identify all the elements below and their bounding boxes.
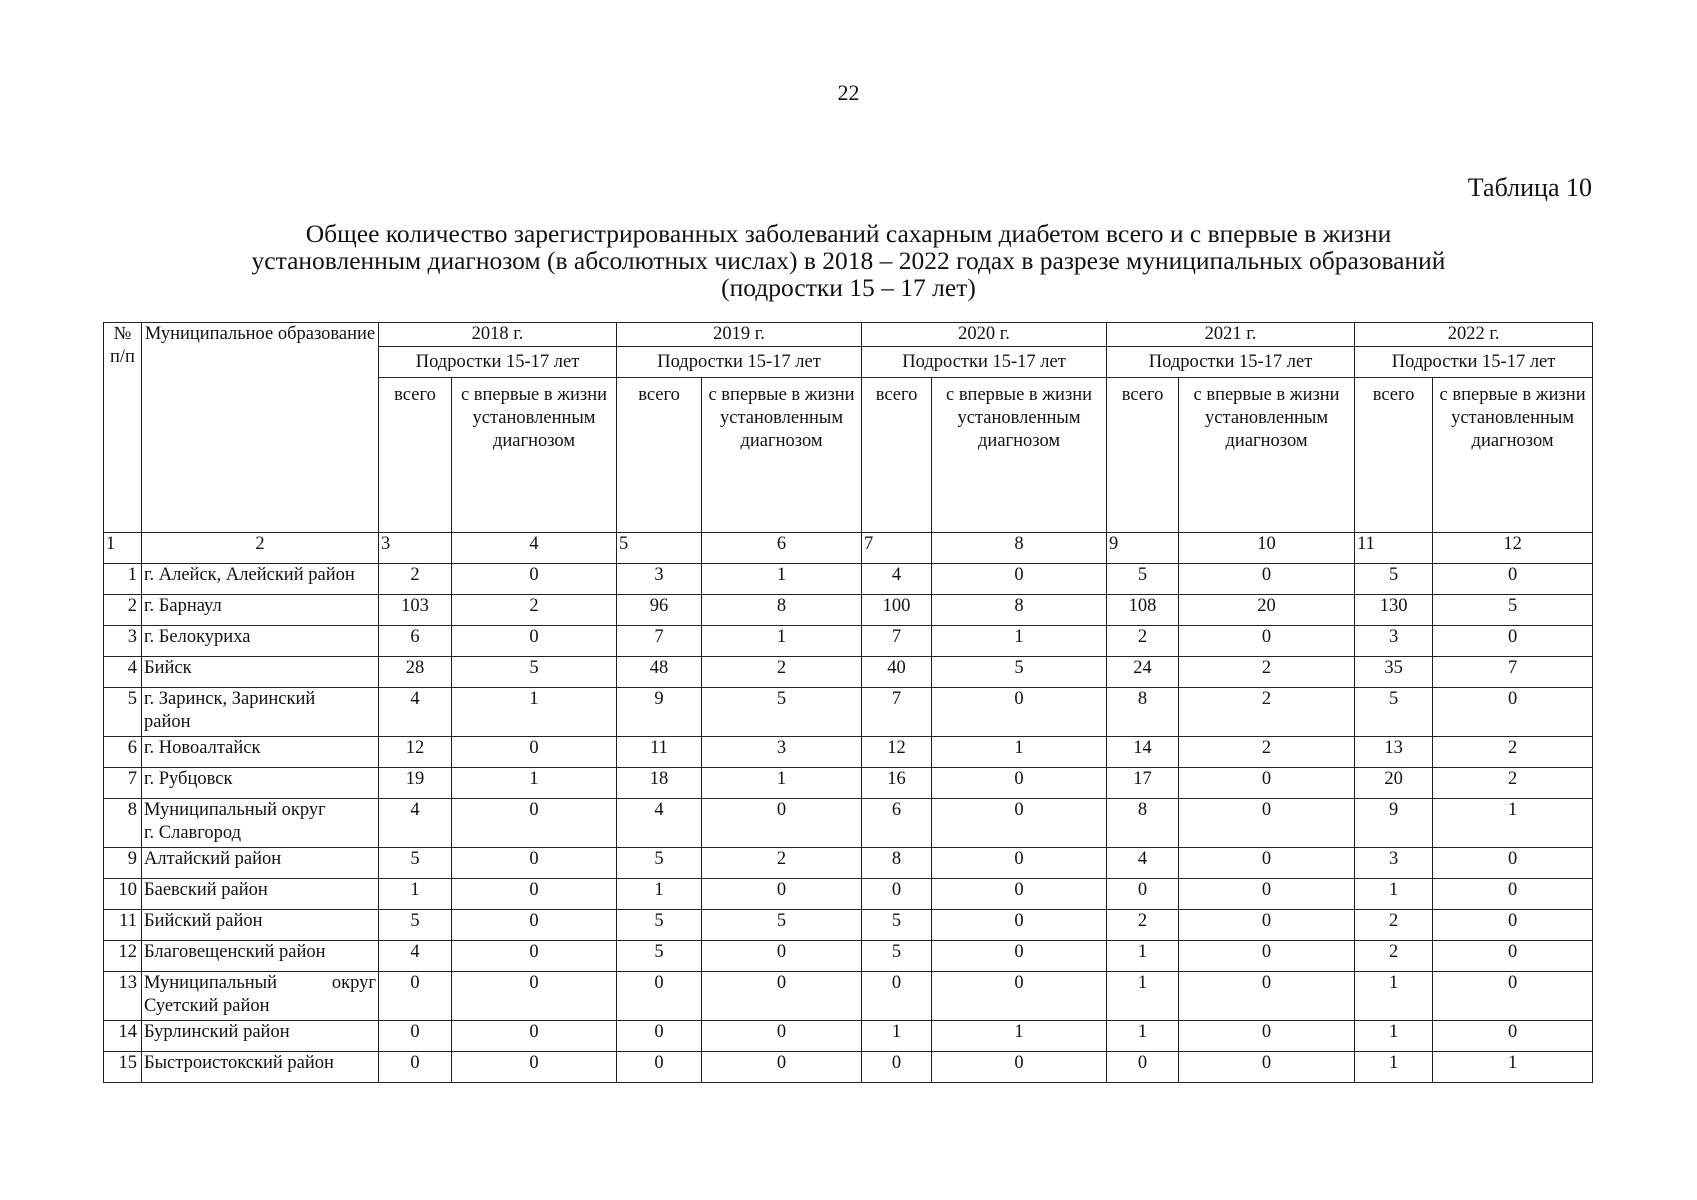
table-row [104, 972, 1593, 1021]
table-row [104, 595, 1593, 626]
value-first: 0 [1179, 941, 1355, 972]
value-total: 8 [1107, 688, 1179, 737]
value-total: 0 [617, 1052, 702, 1083]
value-first: 1 [702, 626, 862, 657]
municipality-name-line: г. Белокуриха [144, 627, 251, 647]
title-line: (подростки 15 – 17 лет) [721, 273, 976, 302]
value-total: 103 [379, 595, 452, 626]
value-first: 0 [1179, 799, 1355, 848]
value-total: 1 [1107, 1021, 1179, 1052]
value-first: 2 [702, 848, 862, 879]
municipality-name [142, 910, 379, 941]
value-total: 5 [1107, 564, 1179, 595]
value-total: 108 [1107, 595, 1179, 626]
value-total: 28 [379, 657, 452, 688]
value-total: 16 [862, 768, 932, 799]
header-first: с впервые в жизни установленным диагнозом [1179, 378, 1355, 533]
municipality-name-line: г. Славгород [144, 823, 242, 843]
row-number: 6 [104, 737, 142, 768]
column-number: 9 [1107, 533, 1179, 564]
header-group: Подростки 15-17 лет [1355, 347, 1593, 378]
value-total: 9 [617, 688, 702, 737]
municipality-name-line: Быстроистокский район [144, 1053, 334, 1073]
row-number: 9 [104, 848, 142, 879]
municipality-name [142, 768, 379, 799]
row-number: 11 [104, 910, 142, 941]
value-first: 8 [932, 595, 1107, 626]
municipality-name [142, 799, 379, 848]
value-total: 1 [862, 1021, 932, 1052]
value-first: 0 [1433, 848, 1593, 879]
value-first: 0 [1433, 688, 1593, 737]
table-row [104, 1021, 1593, 1052]
municipality-name [142, 657, 379, 688]
column-number: 12 [1433, 533, 1593, 564]
value-first: 20 [1179, 595, 1355, 626]
municipality-name-line: г. Рубцовск [144, 769, 233, 789]
value-first: 2 [1433, 737, 1593, 768]
municipality-name-line: Бийск [144, 658, 192, 678]
title-line: установленным диагнозом (в абсолютных числах) в 2018 – 2022 годах в разрезе муниципальных образований [251, 246, 1446, 275]
header-year: 2018 г. [379, 323, 617, 347]
value-total: 5 [862, 941, 932, 972]
row-number: 1 [104, 564, 142, 595]
municipality-name-line: Суетский район [144, 996, 270, 1016]
value-first: 1 [932, 1021, 1107, 1052]
value-total: 1 [1107, 941, 1179, 972]
column-number: 5 [617, 533, 702, 564]
table-row [104, 688, 1593, 737]
value-first: 1 [1433, 1052, 1593, 1083]
value-first: 0 [932, 1052, 1107, 1083]
header-year: 2022 г. [1355, 323, 1593, 347]
value-total: 7 [617, 626, 702, 657]
municipality-name-line: г. Алейск, Алейский район [144, 565, 355, 585]
value-total: 2 [1107, 626, 1179, 657]
table-row [104, 768, 1593, 799]
value-total: 5 [617, 941, 702, 972]
value-total: 14 [1107, 737, 1179, 768]
column-number: 4 [452, 533, 617, 564]
value-first: 0 [932, 972, 1107, 1021]
header-group: Подростки 15-17 лет [862, 347, 1107, 378]
value-total: 2 [1107, 910, 1179, 941]
municipality-name-line: Благовещенский район [144, 942, 326, 962]
table-title [100, 220, 1597, 301]
municipality-name [142, 737, 379, 768]
value-first: 0 [932, 768, 1107, 799]
value-first: 0 [1179, 564, 1355, 595]
value-total: 0 [379, 1021, 452, 1052]
value-total: 5 [862, 910, 932, 941]
row-number: 4 [104, 657, 142, 688]
column-number: 11 [1355, 533, 1433, 564]
value-first: 3 [702, 737, 862, 768]
value-first: 0 [1179, 1052, 1355, 1083]
value-total: 9 [1355, 799, 1433, 848]
municipality-name-line: г. Новоалтайск [144, 738, 261, 758]
header-first: с впервые в жизни установленным диагнозом [452, 378, 617, 533]
page-number: 22 [837, 80, 860, 105]
row-number: 14 [104, 1021, 142, 1052]
value-first: 0 [1179, 848, 1355, 879]
value-total: 6 [379, 626, 452, 657]
table-row [104, 799, 1593, 848]
column-number: 7 [862, 533, 932, 564]
value-first: 0 [932, 941, 1107, 972]
row-number: 5 [104, 688, 142, 737]
value-total: 1 [1355, 879, 1433, 910]
row-number: 10 [104, 879, 142, 910]
value-total: 1 [1355, 1021, 1433, 1052]
value-total: 19 [379, 768, 452, 799]
value-first: 2 [1179, 737, 1355, 768]
header-first: с впервые в жизни установленным диагнозом [1433, 378, 1593, 533]
value-first: 5 [932, 657, 1107, 688]
row-number: 3 [104, 626, 142, 657]
value-first: 0 [1179, 972, 1355, 1021]
table-row [104, 1052, 1593, 1083]
value-total: 13 [1355, 737, 1433, 768]
header-total: всего [1355, 378, 1433, 533]
row-number: 13 [104, 972, 142, 1021]
value-total: 4 [379, 941, 452, 972]
municipality-name [142, 564, 379, 595]
header-group: Подростки 15-17 лет [379, 347, 617, 378]
value-first: 0 [1433, 626, 1593, 657]
value-first: 2 [1179, 688, 1355, 737]
value-first: 0 [702, 1052, 862, 1083]
municipality-name-line: Бурлинский район [144, 1022, 290, 1042]
table-row [104, 657, 1593, 688]
value-first: 0 [1179, 626, 1355, 657]
value-total: 7 [862, 626, 932, 657]
value-total: 2 [1355, 910, 1433, 941]
table-row [104, 910, 1593, 941]
header-first: с впервые в жизни установленным диагнозом [932, 378, 1107, 533]
value-first: 2 [1433, 768, 1593, 799]
title-line: Общее количество зарегистрированных заболеваний сахарным диабетом всего и с впервые в жизни [305, 219, 1392, 248]
value-total: 0 [1107, 1052, 1179, 1083]
value-first: 0 [1433, 564, 1593, 595]
value-first: 2 [702, 657, 862, 688]
value-total: 4 [379, 799, 452, 848]
value-total: 5 [617, 910, 702, 941]
column-number: 6 [702, 533, 862, 564]
value-first: 0 [1179, 910, 1355, 941]
value-total: 1 [379, 879, 452, 910]
value-total: 5 [379, 848, 452, 879]
value-first: 0 [932, 910, 1107, 941]
value-total: 6 [862, 799, 932, 848]
value-first: 1 [452, 688, 617, 737]
table-row [104, 737, 1593, 768]
municipality-name [142, 626, 379, 657]
municipality-name [142, 595, 379, 626]
value-first: 0 [932, 688, 1107, 737]
value-total: 17 [1107, 768, 1179, 799]
value-total: 130 [1355, 595, 1433, 626]
value-first: 0 [702, 1021, 862, 1052]
value-total: 0 [862, 879, 932, 910]
municipality-name [142, 848, 379, 879]
value-total: 0 [862, 1052, 932, 1083]
value-first: 0 [932, 879, 1107, 910]
value-first: 5 [452, 657, 617, 688]
municipality-name-part: округ [331, 973, 376, 993]
value-total: 1 [617, 879, 702, 910]
value-first: 0 [452, 941, 617, 972]
row-number: 12 [104, 941, 142, 972]
column-number: 8 [932, 533, 1107, 564]
value-first: 0 [452, 910, 617, 941]
value-total: 2 [379, 564, 452, 595]
value-total: 5 [1355, 564, 1433, 595]
statistics-table [103, 322, 1593, 1083]
value-first: 0 [452, 848, 617, 879]
column-number-row [104, 533, 1593, 564]
table-row [104, 626, 1593, 657]
value-first: 0 [1179, 1021, 1355, 1052]
row-number: 8 [104, 799, 142, 848]
municipality-name-line: г. Барнаул [144, 596, 222, 616]
value-total: 8 [862, 848, 932, 879]
header-total: всего [862, 378, 932, 533]
value-first: 0 [1433, 879, 1593, 910]
value-first: 5 [702, 910, 862, 941]
value-first: 1 [932, 626, 1107, 657]
value-first: 0 [452, 626, 617, 657]
value-total: 48 [617, 657, 702, 688]
municipality-name-line: Алтайский район [144, 849, 282, 869]
value-total: 1 [1355, 972, 1433, 1021]
value-first: 1 [702, 768, 862, 799]
header-num: № п/п [104, 323, 142, 533]
value-total: 5 [379, 910, 452, 941]
value-total: 0 [617, 1021, 702, 1052]
value-total: 35 [1355, 657, 1433, 688]
value-total: 1 [1107, 972, 1179, 1021]
value-first: 8 [702, 595, 862, 626]
column-number: 10 [1179, 533, 1355, 564]
value-first: 5 [1433, 595, 1593, 626]
value-total: 40 [862, 657, 932, 688]
municipality-name-line: Бийский район [144, 911, 263, 931]
header-total: всего [379, 378, 452, 533]
table-row [104, 848, 1593, 879]
value-total: 3 [1355, 848, 1433, 879]
value-total: 4 [862, 564, 932, 595]
column-number: 3 [379, 533, 452, 564]
value-total: 0 [379, 1052, 452, 1083]
header-group: Подростки 15-17 лет [617, 347, 862, 378]
header-group: Подростки 15-17 лет [1107, 347, 1355, 378]
value-first: 0 [1433, 910, 1593, 941]
value-first: 0 [932, 848, 1107, 879]
header-municipality: Муниципальное образование [142, 323, 379, 533]
table-label: Таблица 10 [1467, 173, 1592, 202]
municipality-name [142, 879, 379, 910]
value-total: 0 [379, 972, 452, 1021]
value-first: 0 [452, 879, 617, 910]
value-total: 100 [862, 595, 932, 626]
value-first: 1 [702, 564, 862, 595]
value-first: 0 [932, 799, 1107, 848]
value-first: 0 [1433, 1021, 1593, 1052]
municipality-name [142, 1021, 379, 1052]
municipality-name-line: Муниципальный округ [144, 800, 326, 820]
value-first: 0 [452, 1021, 617, 1052]
value-first: 1 [452, 768, 617, 799]
value-first: 0 [452, 799, 617, 848]
header-year: 2019 г. [617, 323, 862, 347]
value-total: 1 [1355, 1052, 1433, 1083]
value-total: 18 [617, 768, 702, 799]
row-number: 2 [104, 595, 142, 626]
value-first: 0 [1433, 941, 1593, 972]
value-first: 0 [452, 972, 617, 1021]
value-total: 0 [862, 972, 932, 1021]
column-number: 2 [142, 533, 379, 564]
value-total: 5 [1355, 688, 1433, 737]
value-first: 0 [1433, 972, 1593, 1021]
municipality-name [142, 688, 379, 737]
header-total: всего [617, 378, 702, 533]
value-first: 0 [702, 799, 862, 848]
value-first: 0 [452, 1052, 617, 1083]
value-total: 0 [1107, 879, 1179, 910]
table-row [104, 941, 1593, 972]
municipality-name [142, 972, 379, 1021]
value-total: 4 [379, 688, 452, 737]
value-total: 0 [617, 972, 702, 1021]
value-total: 24 [1107, 657, 1179, 688]
header-year: 2020 г. [862, 323, 1107, 347]
value-first: 1 [932, 737, 1107, 768]
value-total: 12 [862, 737, 932, 768]
municipality-name-part: Муниципальный [144, 973, 278, 993]
municipality-name-line: район [144, 712, 191, 732]
column-number: 1 [104, 533, 142, 564]
value-first: 0 [1179, 879, 1355, 910]
value-first: 0 [1179, 768, 1355, 799]
municipality-name [142, 1052, 379, 1083]
value-total: 8 [1107, 799, 1179, 848]
header-first: с впервые в жизни установленным диагнозом [702, 378, 862, 533]
header-total: всего [1107, 378, 1179, 533]
row-number: 7 [104, 768, 142, 799]
value-first: 0 [702, 879, 862, 910]
value-first: 0 [702, 941, 862, 972]
municipality-name-line: г. Заринск, Заринский [144, 689, 316, 709]
value-first: 5 [702, 688, 862, 737]
value-total: 3 [1355, 626, 1433, 657]
value-total: 11 [617, 737, 702, 768]
municipality-name-line: Баевский район [144, 880, 268, 900]
value-first: 0 [452, 564, 617, 595]
value-first: 7 [1433, 657, 1593, 688]
value-first: 2 [1179, 657, 1355, 688]
value-total: 3 [617, 564, 702, 595]
value-total: 4 [1107, 848, 1179, 879]
value-total: 20 [1355, 768, 1433, 799]
value-total: 4 [617, 799, 702, 848]
table-row [104, 564, 1593, 595]
value-total: 5 [617, 848, 702, 879]
value-first: 0 [702, 972, 862, 1021]
value-total: 2 [1355, 941, 1433, 972]
municipality-name [142, 941, 379, 972]
value-total: 7 [862, 688, 932, 737]
table-row [104, 879, 1593, 910]
value-total: 96 [617, 595, 702, 626]
row-number: 15 [104, 1052, 142, 1083]
value-total: 12 [379, 737, 452, 768]
value-first: 2 [452, 595, 617, 626]
value-first: 0 [452, 737, 617, 768]
value-first: 1 [1433, 799, 1593, 848]
value-first: 0 [932, 564, 1107, 595]
header-year: 2021 г. [1107, 323, 1355, 347]
